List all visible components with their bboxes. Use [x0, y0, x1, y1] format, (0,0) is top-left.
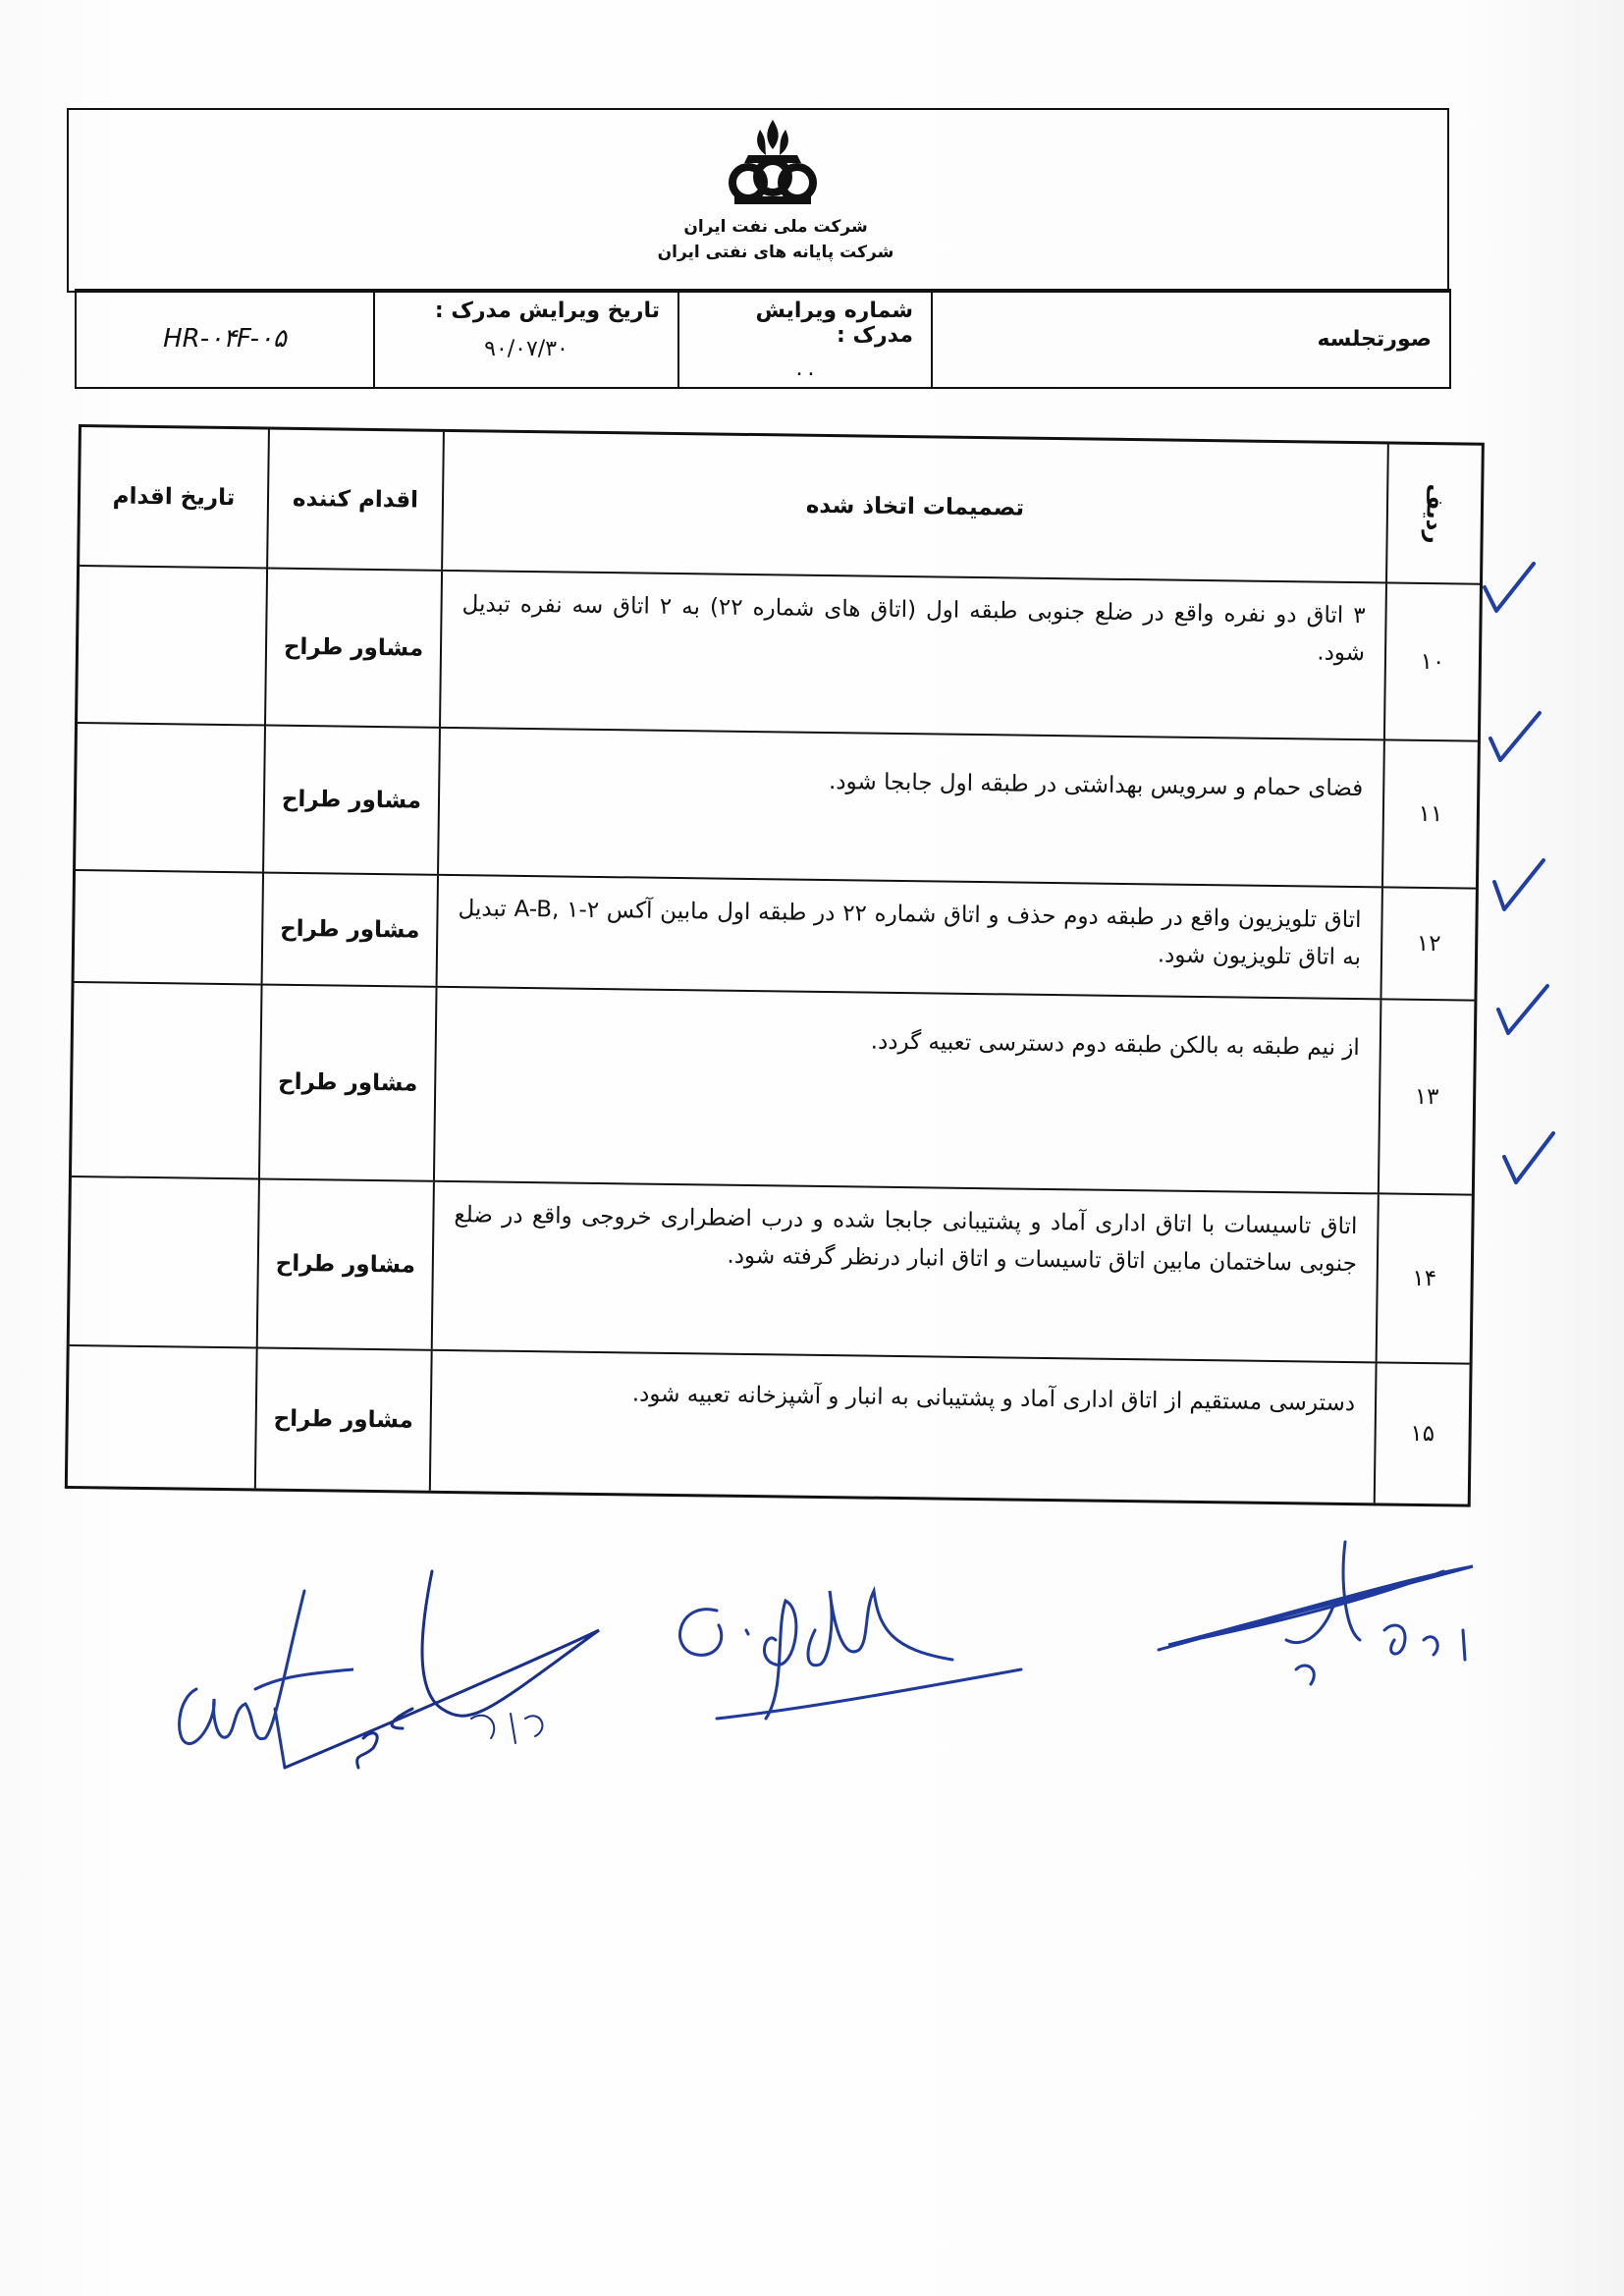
signature-4-icon: [1149, 1522, 1502, 1709]
table-row: [72, 981, 1474, 1194]
row-number: ۱۱: [1381, 740, 1478, 887]
table-row: [68, 1344, 1470, 1504]
header-row-no: ردیف: [1385, 444, 1482, 582]
row-action-date: [75, 871, 262, 983]
row-number: ۱۰: [1383, 583, 1480, 739]
row-decision: اتاق تاسیسات با اتاق اداری آماد و پشتیبانی جابجا شده و درب اضطراری خروجی واقع در ضلع جنوبی ساختمان مابین اتاق تاسیسات و اتاق انبار درنظر گرفته شود.: [431, 1182, 1378, 1362]
checkmark-icon: [1500, 1129, 1557, 1188]
table-header-row: [80, 427, 1482, 583]
checkmark-icon: [1481, 560, 1538, 619]
revision-date-label: تاریخ ویرایش مدرک :: [434, 299, 660, 323]
row-decision: فضای حمام و سرویس بهداشتی در طبقه اول جابجا شود.: [437, 729, 1383, 887]
header-action-date: تاریخ اقدام: [112, 483, 236, 512]
company-name: [550, 214, 1001, 265]
row-action-date: [68, 1346, 256, 1488]
checkmark-icon: [1487, 709, 1543, 768]
row-number: ۱۴: [1376, 1194, 1472, 1362]
decisions-table: [65, 424, 1485, 1507]
revision-number-label: شماره ویرایش مدرک :: [755, 299, 913, 348]
table-row: [75, 869, 1476, 1000]
table-row: [70, 1175, 1472, 1363]
row-action-by: مشاور طراح: [261, 873, 437, 985]
checkmark-icon: [1494, 982, 1551, 1041]
row-action-date: [76, 724, 264, 871]
company-line-1: شرکت ملی نفت ایران: [683, 217, 868, 237]
revision-date-cell: [373, 291, 677, 387]
header-action-by: اقدام کننده: [266, 430, 443, 570]
row-action-date: [78, 567, 266, 724]
row-decision: ۳ اتاق دو نفره واقع در ضلع جنوبی طبقه اول (اتاق های شماره ۲۲) به ۲ اتاق سه نفره تبدیل شود.: [439, 572, 1385, 739]
row-decision: از نیم طبقه به بالکن طبقه دوم دسترسی تعبیه گردد.: [433, 988, 1380, 1193]
row-action-by: مشاور طراح: [258, 985, 436, 1179]
table-row: [76, 722, 1478, 888]
doc-type: صورتجلسه: [1317, 326, 1432, 352]
table-row: [78, 565, 1480, 740]
doc-type-cell: [931, 291, 1449, 387]
row-number: ۱۵: [1374, 1363, 1470, 1503]
row-number: ۱۳: [1378, 1000, 1475, 1193]
doc-code: HR-۰۴F-۰۵: [163, 324, 287, 354]
row-action-by: مشاور طراح: [256, 1179, 433, 1348]
row-action-date: [70, 1177, 258, 1346]
checkmark-icon: [1490, 856, 1547, 915]
row-decision: اتاق تلویزیون واقع در طبقه دوم حذف و اتاق شماره ۲۲ در طبقه اول مابین آکس ۲-۱ ,A-B تبدیل به اتاق تلویزیون شود.: [436, 876, 1381, 999]
revision-number-cell: [677, 291, 931, 387]
revision-number-value: ۰۰: [793, 361, 817, 386]
nioc-flame-logo-icon: [719, 116, 827, 209]
row-action-by: مشاور طراح: [254, 1348, 431, 1490]
signature-3-icon: [658, 1571, 1031, 1738]
doc-code-cell: [77, 291, 373, 387]
row-action-by: مشاور طراح: [262, 727, 439, 874]
document-info-row: [75, 289, 1451, 389]
company-line-2: شرکت پایانه های نفتی ایران: [657, 243, 894, 262]
row-number: ۱۲: [1380, 888, 1475, 999]
revision-date-value: ۹۰/۰۷/۳۰: [484, 337, 568, 361]
row-action-by: مشاور طراح: [264, 570, 441, 727]
row-decision: دسترسی مستقیم از اتاق اداری آماد و پشتیبانی به انبار و آشپزخانه تعبیه شود.: [429, 1351, 1376, 1503]
signature-2-icon: [275, 1561, 619, 1787]
header-decision: تصمیمات اتخاذ شده: [441, 432, 1387, 582]
row-action-date: [72, 983, 261, 1177]
